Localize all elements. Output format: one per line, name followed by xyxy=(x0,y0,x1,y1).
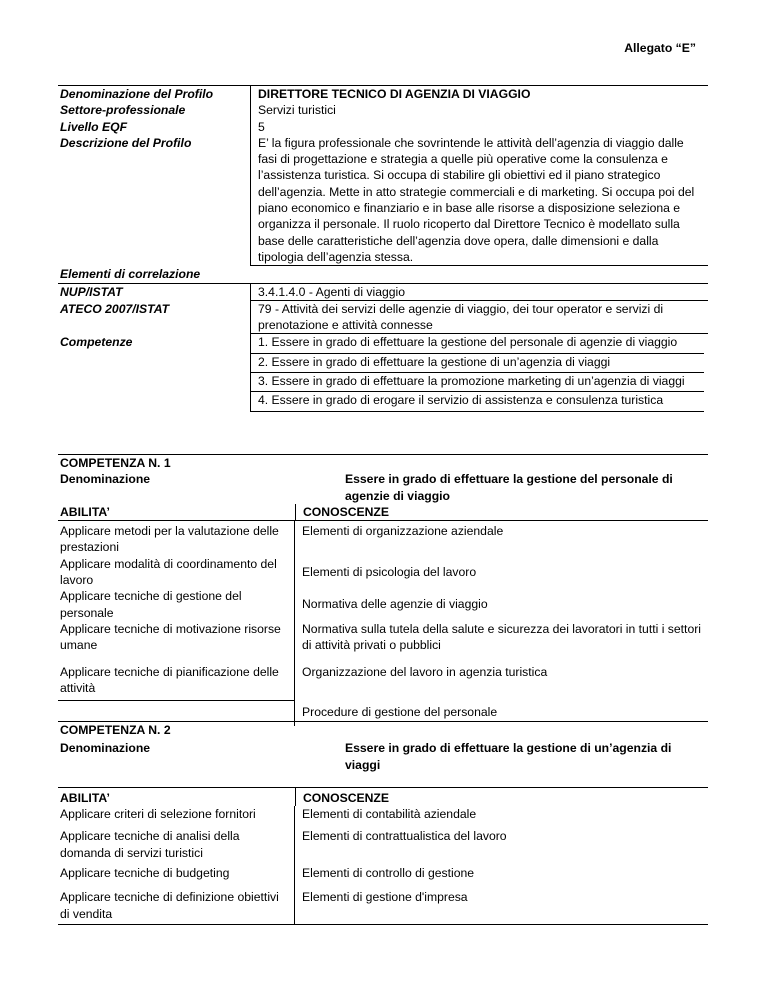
profile-table xyxy=(58,85,708,412)
profile-value: 5 xyxy=(258,119,265,134)
competenza-list-item: 1. Essere in grado di effettuare la gestione del personale di agenzie di viaggio xyxy=(251,334,704,353)
profile-label: NUP/ISTAT xyxy=(58,283,251,301)
conoscenza-item: Elementi di gestione d'impresa xyxy=(295,889,708,925)
profile-row-correlazione xyxy=(58,266,708,282)
profile-description: E’ la figura professionale che sovrintende le attività dell’agenzia di viaggio dalle fasi di progettazione e strategia a quelle più operative come la consulenza e l’assistenza turistica. Si occupa di stabilire gli obiettivi ed il piano strategico dell’agenzia. Mette in atto strategie commerciali e di marketing. Si occupa poi del piano economico e finanziario e in base alle risorse a disposizione seleziona e organizza il personale. Il ruolo ricoperto dal Direttore Tecnico è modellato sulla base delle caratteristiche dell’agenzia dove opera, dalle dimensioni e dalla tipologia dell’agenzia stessa. xyxy=(251,135,708,266)
abilita-header: ABILITA’ xyxy=(60,504,110,519)
profile-row-settore xyxy=(58,102,708,118)
conoscenza-item: Normativa sulla tutela della salute e sicurezza dei lavoratori in tutti i settori di attività privati o pubblici xyxy=(302,621,701,653)
abilita-item: Applicare tecniche di budgeting xyxy=(58,861,295,889)
denominazione-value: Essere in grado di effettuare la gestione del personale di agenzie di viaggio xyxy=(345,472,673,503)
competenza-list-item: 3. Essere in grado di effettuare la promozione marketing di un’agenzia di viaggi xyxy=(251,373,704,392)
allegato-label: Allegato “E” xyxy=(624,41,696,55)
abilita-item: Applicare modalità di coordinamento del lavoro xyxy=(58,556,295,589)
profile-row-livello xyxy=(58,119,708,135)
abilita-item: Applicare tecniche di gestione del personale xyxy=(58,588,295,621)
profile-row-ateco xyxy=(58,301,708,335)
conoscenza-item: Elementi di psicologia del lavoro xyxy=(302,564,477,579)
abilita-item: Applicare tecniche di definizione obiettivi di vendita xyxy=(58,889,295,925)
denominazione-label: Denominazione xyxy=(60,741,151,756)
competenza-title: COMPETENZA N. 1 xyxy=(58,454,708,471)
profile-value: 79 - Attività dei servizi delle agenzie di viaggio, dei tour operator e servizi di prenotazione e attività connesse xyxy=(251,301,708,335)
competenze-list xyxy=(251,334,708,411)
conoscenze-header: CONOSCENZE xyxy=(295,504,708,520)
profile-label: Descrizione del Profilo xyxy=(58,135,251,266)
conoscenza-item: Elementi di controllo di gestione xyxy=(302,866,475,881)
abilita-item: Applicare metodi per la valutazione delle prestazioni xyxy=(58,520,295,556)
profile-title: DIRETTORE TECNICO DI AGENZIA DI VIAGGIO xyxy=(251,85,708,102)
conoscenza-item: Organizzazione del lavoro in agenzia turistica xyxy=(302,664,548,679)
competenza-list-item: 2. Essere in grado di effettuare la gestione di un’agenzia di viaggi xyxy=(251,354,704,373)
conoscenza-item: Normativa delle agenzie di viaggio xyxy=(302,597,488,612)
profile-row-competenze xyxy=(58,334,708,411)
profile-label: ATECO 2007/ISTAT xyxy=(58,301,251,335)
denominazione-label: Denominazione xyxy=(60,472,151,487)
profile-label: Elementi di correlazione xyxy=(60,267,201,282)
competenza-grid xyxy=(58,738,708,925)
conoscenza-item: Elementi di contabilità aziendale xyxy=(302,807,477,822)
conoscenza-item: Elementi di contrattualistica del lavoro xyxy=(302,829,507,844)
profile-row-denominazione xyxy=(58,85,708,102)
profile-row-nup xyxy=(58,283,708,301)
profile-row-descrizione xyxy=(58,135,708,266)
competenza-1-table xyxy=(58,454,708,726)
abilita-item: Applicare criteri di selezione fornitori xyxy=(58,806,295,828)
profile-label: Competenze xyxy=(58,334,251,411)
abilita-item: Applicare tecniche di analisi della domanda di servizi turistici xyxy=(58,828,295,861)
abilita-item: Applicare tecniche di pianificazione delle attività xyxy=(58,660,295,701)
conoscenze-header: CONOSCENZE xyxy=(295,787,708,806)
competenza-2-table xyxy=(58,721,708,925)
profile-value: 3.4.1.4.0 - Agenti di viaggio xyxy=(251,283,708,301)
competenza-title: COMPETENZA N. 2 xyxy=(58,721,708,738)
conoscenza-item: Procedure di gestione del personale xyxy=(302,705,498,720)
profile-label: Denominazione del Profilo xyxy=(58,85,251,102)
profile-value: Servizi turistici xyxy=(258,103,336,118)
competenza-list-item: 4. Essere in grado di erogare il servizio di assistenza e consulenza turistica xyxy=(251,392,704,411)
denominazione-value: Essere in grado di effettuare la gestione di un’agenzia di viaggi xyxy=(345,741,672,772)
profile-label: Livello EQF xyxy=(58,119,251,135)
conoscenza-item: Elementi di organizzazione aziendale xyxy=(295,520,708,556)
abilita-header: ABILITA’ xyxy=(58,787,295,806)
profile-label: Settore-professionale xyxy=(58,102,251,118)
competenza-grid xyxy=(58,471,708,726)
abilita-item: Applicare tecniche di motivazione risorse umane xyxy=(58,621,295,660)
